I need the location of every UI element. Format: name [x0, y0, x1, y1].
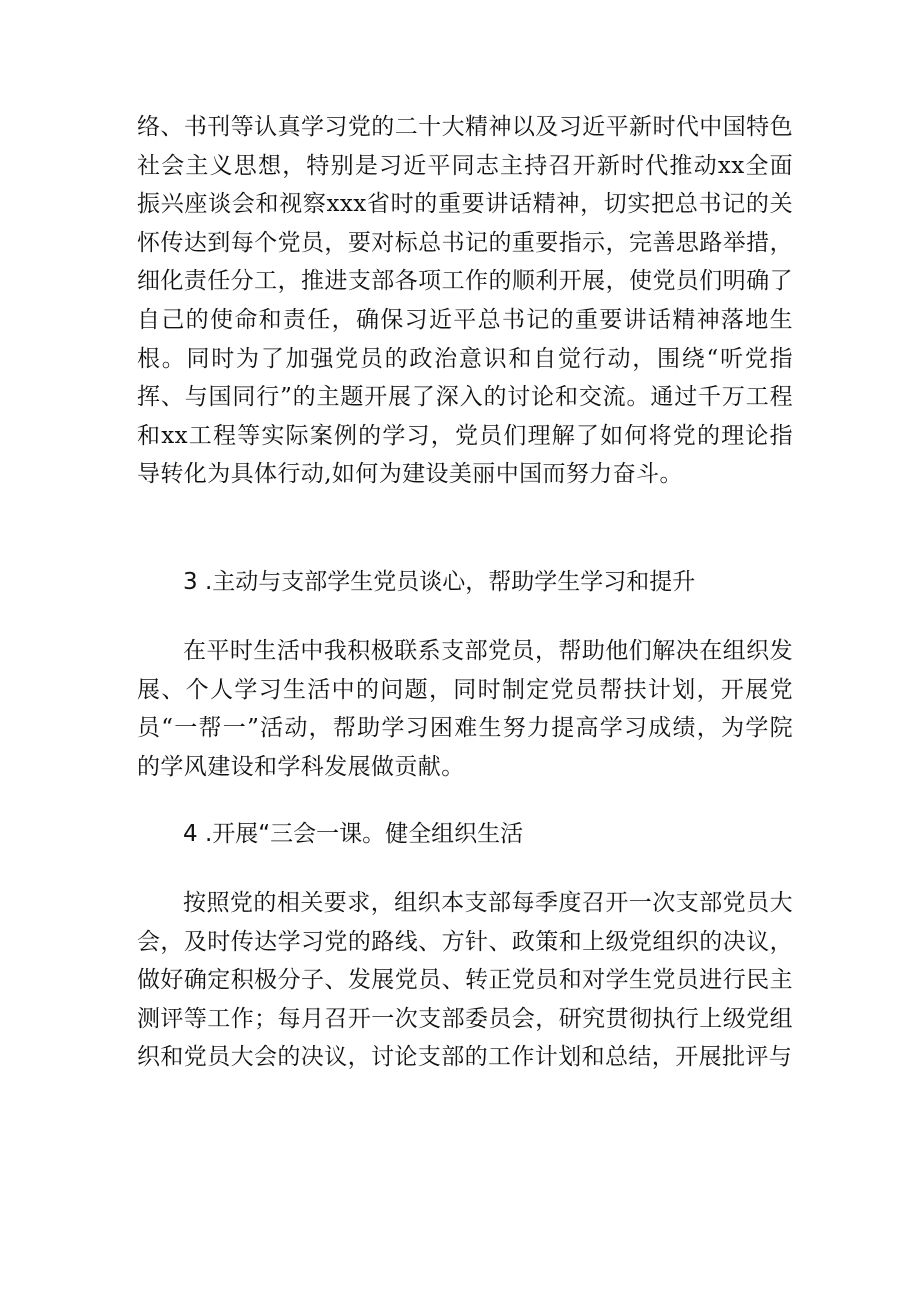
section-heading-3: 3 .主动与支部学生党员谈心，帮助学生学习和提升 — [183, 569, 696, 595]
body-paragraph-help: 在平时生活中我积极联系支部党员，帮助他们解决在组织发展、个人学习生活中的问题，同时制定党员帮扶计划，开展党员“一帮一”活动，帮助学习困难生努力提高学习成绩，为学院的学风建设和学科发展做贡献。 — [137, 638, 793, 780]
body-paragraph-meetings: 按照党的相关要求，组织本支部每季度召开一次支部党员大会，及时传达学习党的路线、方针、政策和上级党组织的决议，做好确定积极分子、发展党员、转正党员和对学生党员进行民主测评等工作；每月召开一次支部委员会，研究贯彻执行上级党组织和党员大会的决议，讨论支部的工作计划和总结，开展批评与 — [137, 890, 793, 1071]
section-heading-4: 4 .开展“三会一课。健全组织生活 — [183, 821, 524, 847]
body-paragraph-study: 络、书刊等认真学习党的二十大精神以及习近平新时代中国特色社会主义思想，特别是习近平同志主持召开新时代推动xx全面振兴座谈会和视察xxx省时的重要讲话精神，切实把总书记的关怀传达到每个党员，要对标总书记的重要指示，完善思路举措，细化责任分工，推进支部各项工作的顺利开展，使党员们明确了自己的使命和责任，确保习近平总书记的重要讲话精神落地生根。同时为了加强党员的政治意识和自觉行动，围绕“听党指挥、与国同行”的主题开展了深入的讨论和交流。通过千万工程和xx工程等实际案例的学习，党员们理解了如何将党的理论指导转化为具体行动,如何为建设美丽中国而努力奋斗。 — [137, 114, 793, 488]
